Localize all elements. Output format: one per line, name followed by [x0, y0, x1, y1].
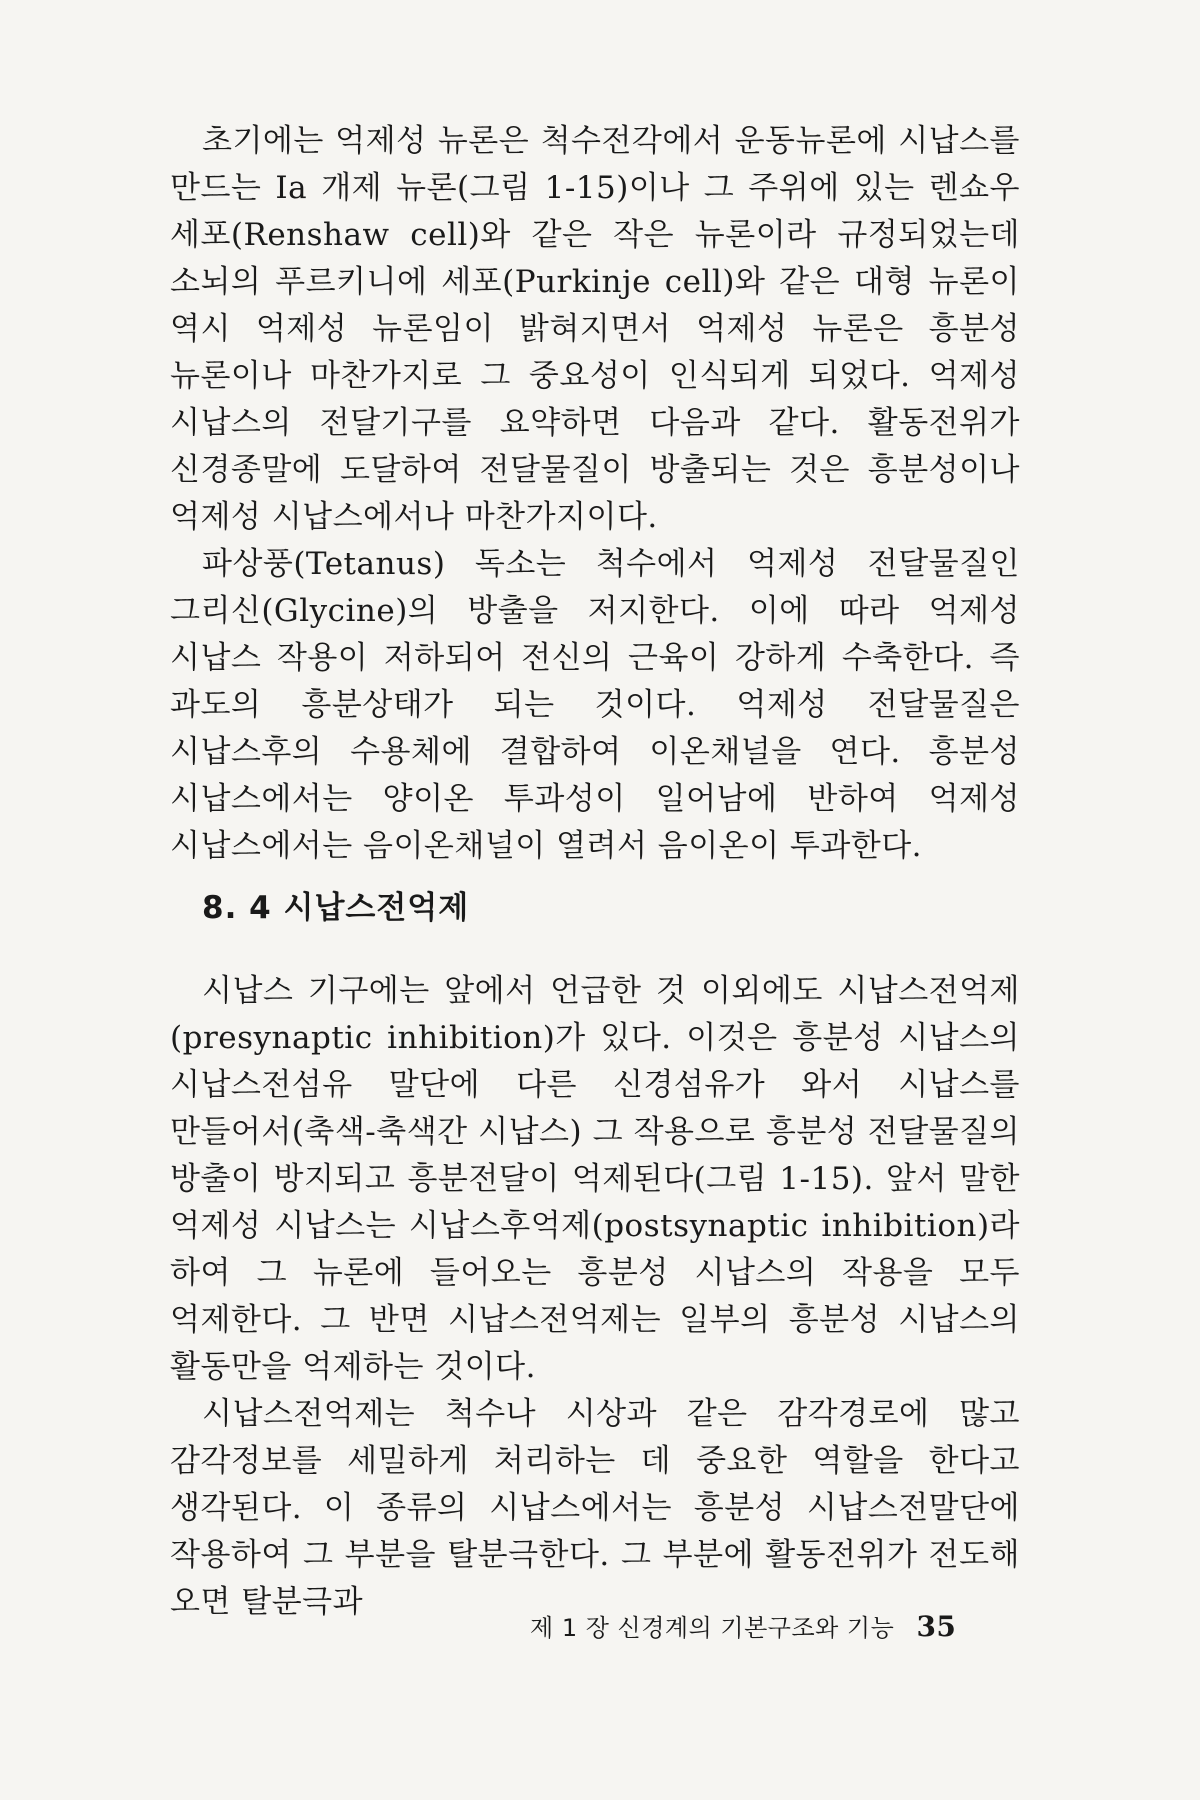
section-heading: 8. 4 시납스전억제: [202, 890, 470, 926]
chapter-title: 제 1 장 신경계의 기본구조와 기능: [530, 1614, 895, 1642]
running-footer: [530, 1608, 956, 1643]
paragraph: 시납스전억제는 척수나 시상과 같은 감각경로에 많고 감각정보를 세밀하게 처리하는 데 중요한 역할을 한다고 생각된다. 이 종류의 시납스에서는 흥분성 시납스전말단에 작용하여 그 부분을 탈분극한다. 그 부분에 활동전위가 전도해 오면 탈분극과: [170, 1396, 1020, 1620]
body-text-bottom: [170, 968, 1020, 1626]
body-text-top: [170, 118, 1020, 870]
paragraph: 파상풍(Tetanus) 독소는 척수에서 억제성 전달물질인 그리신(Glycine)의 방출을 저지한다. 이에 따라 억제성 시납스 작용이 저하되어 전신의 근육이 강하게 수축한다. 즉 과도의 흥분상태가 되는 것이다. 억제성 전달물질은 시납스후의 수용체에 결합하여 이온채널을 연다. 흥분성 시납스에서는 양이온 투과성이 일어남에 반하여 억제성 시납스에서는 음이온채널이 열려서 음이온이 투과한다.: [170, 546, 1020, 864]
paragraph: 초기에는 억제성 뉴론은 척수전각에서 운동뉴론에 시납스를 만드는 Ia 개제 뉴론(그림 1-15)이나 그 주위에 있는 렌쇼우 세포(Renshaw cell)와 같은 작은 뉴론이라 규정되었는데 소뇌의 푸르키니에 세포(Purkinje cell)와 같은 대형 뉴론이 역시 억제성 뉴론임이 밝혀지면서 억제성 뉴론은 흥분성 뉴론이나 마찬가지로 그 중요성이 인식되게 되었다. 억제성 시납스의 전달기구를 요약하면 다음과 같다. 활동전위가 신경종말에 도달하여 전달물질이 방출되는 것은 흥분성이나 억제성 시납스에서나 마찬가지이다.: [170, 123, 1020, 535]
page-number: 35: [916, 1610, 957, 1643]
paragraph: 시납스 기구에는 앞에서 언급한 것 이외에도 시납스전억제(presynaptic inhibition)가 있다. 이것은 흥분성 시납스의 시납스전섬유 말단에 다른 신경섬유가 와서 시납스를 만들어서(축색-축색간 시납스) 그 작용으로 흥분성 전달물질의 방출이 방지되고 흥분전달이 억제된다(그림 1-15). 앞서 말한 억제성 시납스는 시납스후억제(postsynaptic inhibition)라 하여 그 뉴론에 들어오는 흥분성 시납스의 작용을 모두 억제한다. 그 반면 시납스전억제는 일부의 흥분성 시납스의 활동만을 억제하는 것이다.: [170, 973, 1020, 1385]
